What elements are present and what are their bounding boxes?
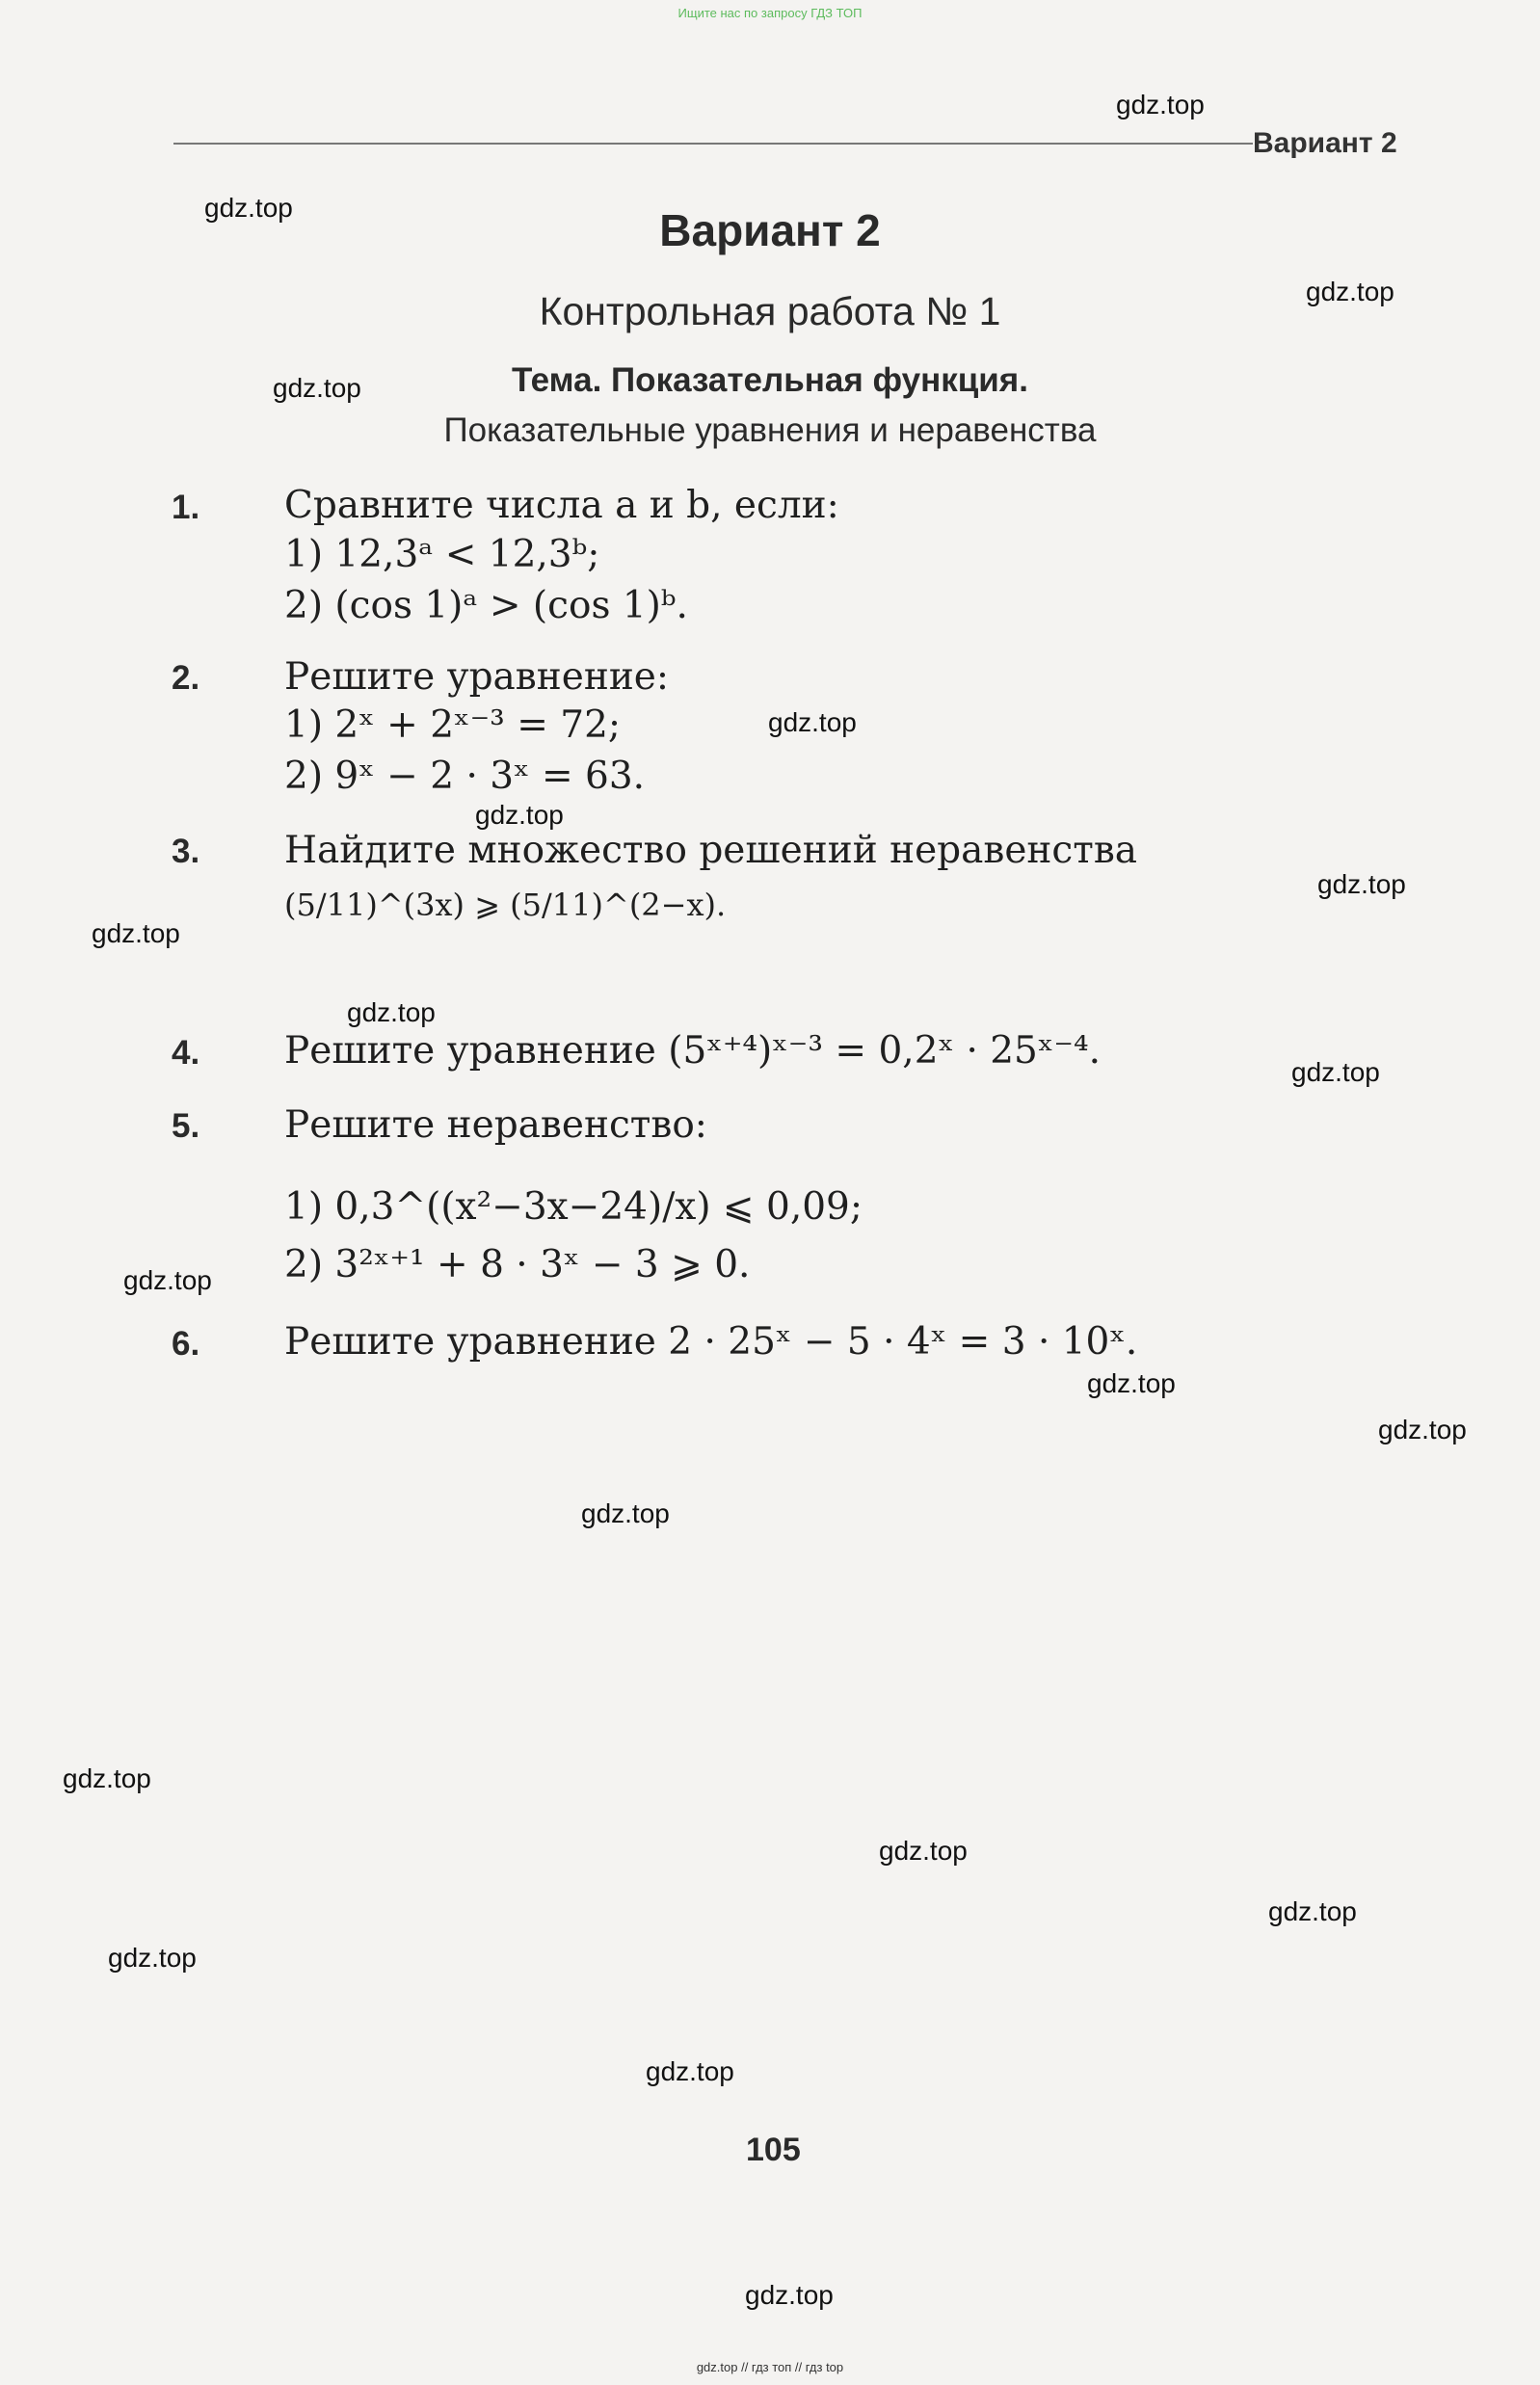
watermark: gdz.top	[1306, 277, 1394, 306]
watermark: gdz.top	[768, 707, 857, 737]
task-6-text: Решите уравнение 2 · 25ˣ − 5 · 4ˣ = 3 · 10ˣ.	[284, 1320, 1138, 1364]
watermark: gdz.top	[1087, 1368, 1176, 1398]
watermark: gdz.top	[646, 2056, 734, 2086]
task-2-number: 2.	[172, 659, 200, 697]
watermark: gdz.top	[92, 918, 180, 948]
watermark: gdz.top	[1291, 1057, 1380, 1087]
task-5-number: 5.	[172, 1107, 200, 1145]
task-5-item-2: 2) 3²ˣ⁺¹ + 8 · 3ˣ − 3 ⩾ 0.	[284, 1243, 751, 1286]
task-3-number: 3.	[172, 833, 200, 870]
watermark: gdz.top	[581, 1498, 670, 1528]
watermark: gdz.top	[1268, 1896, 1357, 1926]
task-2-text: Решите уравнение:	[284, 655, 670, 699]
watermark: gdz.top	[204, 193, 293, 223]
variant-title: Вариант 2	[659, 205, 881, 255]
page-number: 105	[746, 2132, 801, 2168]
running-head: Вариант 2	[1253, 127, 1397, 159]
task-1-text: Сравните числа a и b, если:	[284, 484, 839, 527]
watermark: gdz.top	[63, 1763, 151, 1793]
header-rule	[173, 143, 1253, 145]
watermark: gdz.top	[273, 373, 361, 403]
task-2-item-1: 1) 2ˣ + 2ˣ⁻³ = 72;	[284, 703, 622, 747]
watermark: gdz.top	[879, 1836, 968, 1866]
task-3-text: Найдите множество решений неравенства	[284, 829, 1138, 872]
task-3-inequality: (5/11)^(3x) ⩾ (5/11)^(2−x).	[284, 887, 727, 923]
task-1-number: 1.	[172, 489, 200, 526]
task-1-item-2: 2) (cos 1)ᵃ > (cos 1)ᵇ.	[284, 584, 688, 627]
bottom-note[interactable]: gdz.top // гдз топ // гдз top	[696, 2360, 844, 2374]
task-4-number: 4.	[172, 1034, 200, 1072]
work-title: Контрольная работа № 1	[539, 289, 1001, 333]
task-6-number: 6.	[172, 1325, 200, 1363]
watermark: gdz.top	[745, 2280, 834, 2310]
task-4-text: Решите уравнение (5ˣ⁺⁴)ˣ⁻³ = 0,2ˣ · 25ˣ⁻⁴.	[284, 1029, 1102, 1073]
watermark: gdz.top	[1378, 1415, 1467, 1444]
top-note[interactable]: Ищите нас по запросу ГДЗ ТОП	[677, 6, 863, 20]
task-1-item-1: 1) 12,3ᵃ < 12,3ᵇ;	[284, 533, 600, 576]
topic-line-2: Показательные уравнения и неравенства	[443, 411, 1097, 449]
watermark: gdz.top	[108, 1943, 197, 1973]
task-2-item-2: 2) 9ˣ − 2 · 3ˣ = 63.	[284, 755, 646, 798]
task-5-item-1: 1) 0,3^((x²−3x−24)/x) ⩽ 0,09;	[284, 1185, 863, 1229]
watermark: gdz.top	[1116, 90, 1205, 119]
watermark: gdz.top	[123, 1265, 212, 1295]
task-5-text: Решите неравенство:	[284, 1103, 707, 1147]
watermark: gdz.top	[347, 997, 436, 1027]
watermark: gdz.top	[475, 800, 564, 830]
watermark: gdz.top	[1317, 869, 1406, 899]
topic-line-1: Тема. Показательная функция.	[512, 361, 1028, 399]
